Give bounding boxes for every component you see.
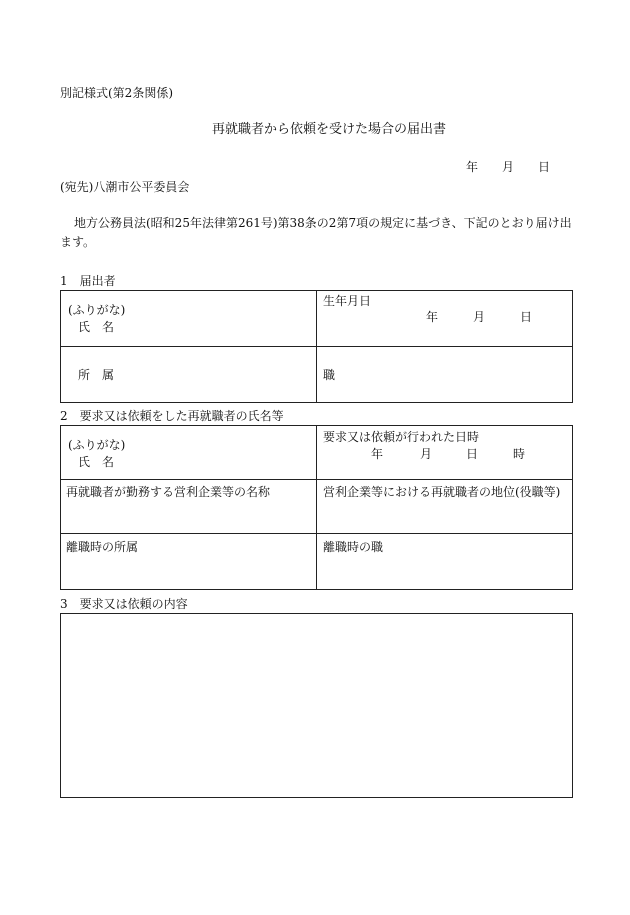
requester-name-label: 氏 名 (78, 455, 115, 469)
request-datetime-label: 要求又は依頼が行われた日時 (323, 430, 480, 444)
request-year-label: 年 (371, 447, 384, 461)
requester-table-divider (316, 425, 317, 590)
reporter-name-label: 氏 名 (78, 320, 115, 334)
retire-position-label: 離職時の職 (323, 540, 384, 554)
company-name-label: 再就職者が勤務する営利企業等の名称 (66, 485, 271, 499)
reporter-table-row-divider (60, 346, 573, 347)
form-title: 再就職者から依頼を受けた場合の届出書 (212, 122, 447, 137)
birth-month-label: 月 (473, 310, 486, 324)
retire-affiliation-label: 離職時の所属 (66, 540, 139, 554)
request-hour-label: 時 (513, 447, 526, 461)
request-day-label: 日 (466, 447, 479, 461)
requester-table-row-divider-2 (60, 533, 573, 534)
intro-paragraph: 地方公務員法(昭和25年法律第261号)第38条の2第7項の規定に基づき、下記のとおり届け出ます。 (60, 216, 572, 249)
birth-year-label: 年 (426, 310, 439, 324)
requester-furigana-label: (ふりがな) (68, 438, 126, 452)
date-day: 日 (538, 160, 551, 174)
section1-heading: 1 届出者 (60, 274, 116, 288)
addressee: (宛先)八潮市公平委員会 (60, 180, 190, 194)
request-content-box (60, 613, 573, 798)
section3-heading: 3 要求又は依頼の内容 (60, 597, 188, 611)
birth-day-label: 日 (520, 310, 533, 324)
reporter-birthdate-label: 生年月日 (323, 294, 372, 308)
section2-heading: 2 要求又は依頼をした再就職者の氏名等 (60, 409, 284, 423)
form-label: 別記様式(第2条関係) (60, 86, 173, 100)
reporter-position-label: 職 (323, 368, 336, 382)
request-month-label: 月 (420, 447, 433, 461)
reporter-furigana-label: (ふりがな) (68, 303, 126, 317)
date-year: 年 (466, 160, 479, 174)
company-position-label: 営利企業等における再就職者の地位(役職等) (323, 485, 561, 499)
date-month: 月 (502, 160, 515, 174)
reporter-affiliation-label: 所 属 (78, 368, 115, 382)
requester-table-row-divider-1 (60, 479, 573, 480)
